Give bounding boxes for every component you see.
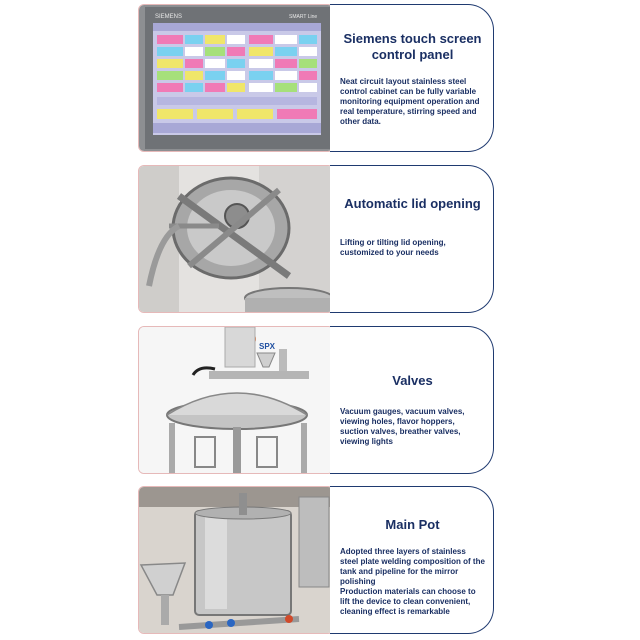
lid-opening-description [340, 238, 485, 258]
main-pot-title: Main Pot [385, 517, 440, 532]
valves-title: Valves [392, 373, 433, 388]
valves-description-text: Vacuum gauges, vacuum valves, viewing holes, flavor hoppers, suction valves, breather valves, viewing lights [340, 407, 465, 446]
feature-row-control-panel [138, 4, 494, 152]
smart-line-text: SMART Line [289, 14, 318, 20]
siemens-brand-text: SIEMENS [155, 14, 183, 20]
control-panel-title: Siemens touch screen control panel [343, 31, 482, 62]
main-pot-photo [138, 486, 334, 634]
control-panel-description [340, 77, 485, 127]
main-pot-description-text-1: Adopted three layers of stainless steel plate welding composition of the tank and pipeline for the mirror polishing [340, 547, 485, 586]
main-pot-card [330, 486, 494, 634]
feature-row-lid-opening [138, 165, 494, 313]
control-panel-photo [138, 4, 334, 152]
valves-photo [138, 326, 334, 474]
lid-opening-photo [138, 165, 334, 313]
control-panel-description-text: Neat circuit layout stainless steel control cabinet can be fully variable monitoring equipment operation and real temperature, stirring speed and other data. [340, 77, 480, 126]
feature-row-valves [138, 326, 494, 474]
main-pot-description-text-2: Production materials can choose to lift the device to clean convenient, cleaning effect is remarkable [340, 587, 476, 616]
valves-description [340, 407, 485, 447]
valves-card [330, 326, 494, 474]
lid-opening-description-text: Lifting or tilting lid opening, customized to your needs [340, 238, 446, 257]
control-panel-card [330, 4, 494, 152]
lid-opening-title: Automatic lid opening [344, 196, 481, 211]
main-pot-description [340, 547, 485, 617]
lid-opening-card [330, 165, 494, 313]
feature-row-main-pot [138, 486, 494, 634]
valves-logo-text: SPX [259, 342, 276, 351]
